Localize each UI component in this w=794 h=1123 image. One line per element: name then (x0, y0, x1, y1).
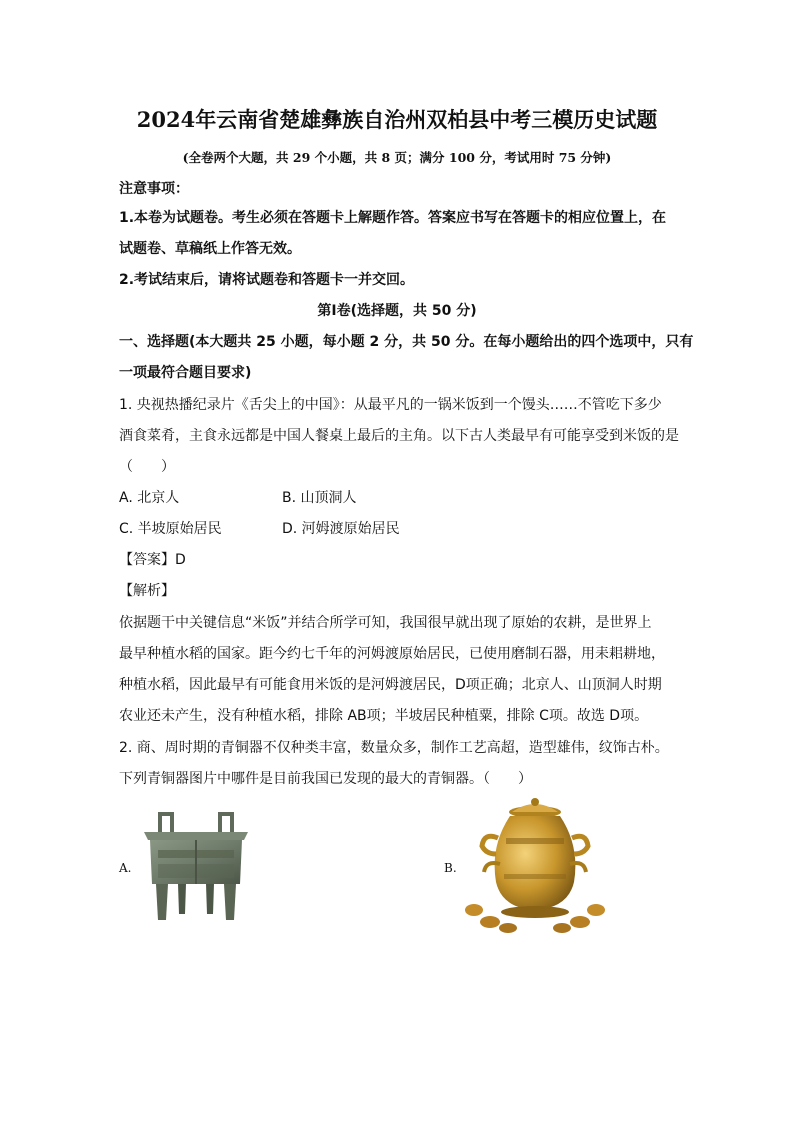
page-title: 2024年云南省楚雄彝族自治州双柏县中考三模历史试题 (136, 107, 658, 132)
q1-stem-line-3: （ ） (119, 459, 175, 475)
bronze-ding-image (140, 806, 252, 926)
q1-analysis-heading: 【解析】 (119, 583, 175, 599)
q2-stem-line-2: 下列青铜器图片中哪件是目前我国已发现的最大的青铜器。（ ） (119, 771, 532, 787)
q1-option-a: A. 北京人 (119, 490, 180, 506)
q1-analysis-line-2: 最早种植水稻的国家。距今约七千年的河姆渡原始居民，已使用磨制石器，用耒耜耕地， (119, 646, 665, 662)
q1-analysis-line-1: 依据题干中关键信息“米饭”并结合所学可知，我国很早就出现了原始的农耕，是世界上 (119, 615, 652, 631)
q1-answer: 【答案】D (119, 552, 186, 568)
notice-item-1-line-2: 试题卷、草稿纸上作答无效。 (119, 241, 301, 257)
q1-option-c: C. 半坡原始居民 (119, 521, 222, 537)
q2-stem-line-1: 2. 商、周时期的青铜器不仅种类丰富，数量众多，制作工艺高超，造型雄伟，纹饰古朴。 (119, 740, 669, 756)
q1-option-d: D. 河姆渡原始居民 (282, 521, 400, 537)
q1-stem-line-2: 酒食菜肴，主食永远都是中国人餐桌上最后的主角。以下古人类最早有可能享受到米饭的是 (119, 428, 679, 444)
q1-option-b: B. 山顶洞人 (282, 490, 357, 506)
section1-line-2: 一项最符合题目要求) (119, 365, 252, 381)
q2-option-a-label: A. (119, 861, 132, 875)
exam-info: (全卷两个大题，共 29 个小题，共 8 页；满分 100 分，考试用时 75 分钟) (182, 150, 612, 165)
notice-item-1-line-1: 1.本卷为试题卷。考生必须在答题卡上解题作答。答案应书写在答题卡的相应位置上，在 (119, 210, 667, 226)
q2-option-b-label: B. (444, 861, 457, 875)
q1-analysis-line-4: 农业还未产生，没有种植水稻，排除 AB项；半坡居民种植粟，排除 C项。故选 D项。 (119, 708, 649, 724)
section1-line-1: 一、选择题(本大题共 25 小题，每小题 2 分，共 50 分。在每小题给出的四个选项中，只有 (119, 334, 694, 350)
notice-item-2: 2.考试结束后，请将试题卷和答题卡一并交回。 (119, 272, 415, 288)
q1-analysis-line-3: 种植水稻，因此最早有可能食用米饭的是河姆渡居民，D项正确；北京人、山顶洞人时期 (119, 677, 662, 693)
part1-title: 第Ⅰ卷(选择题，共 50 分) (317, 303, 477, 319)
bronze-vessel-image (460, 798, 610, 934)
notice-heading: 注意事项： (119, 181, 189, 197)
q1-stem-line-1: 1. 央视热播纪录片《舌尖上的中国》：从最平凡的一锅米饭到一个馒头……不管吃下多少 (119, 397, 662, 413)
